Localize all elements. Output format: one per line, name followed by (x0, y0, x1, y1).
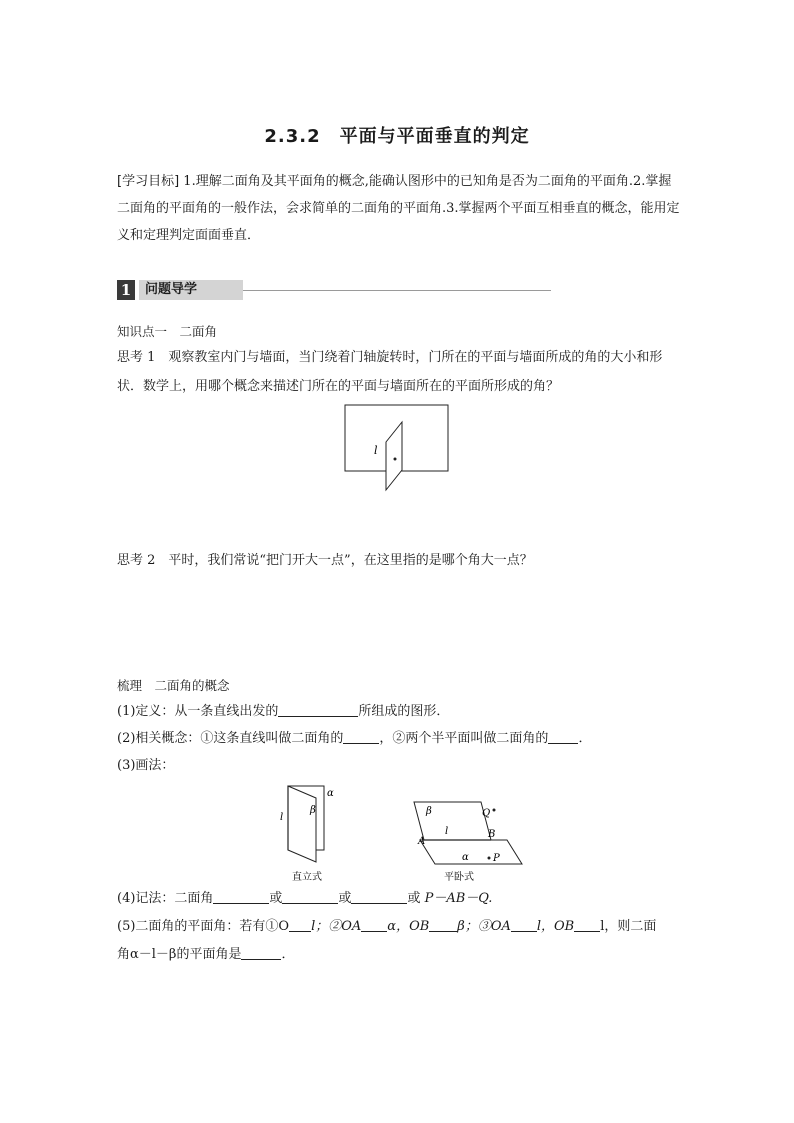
item-4-or-1: 或 (269, 891, 283, 906)
item-5-text-e: l，OB (536, 919, 575, 934)
item-concepts (117, 725, 680, 752)
flat-caption: 平卧式 (444, 872, 474, 883)
knowledge-point-heading: 知识点一 二面角 (117, 324, 218, 339)
blank-5c[interactable] (429, 917, 457, 932)
item-5-text-a: (5)二面角的平面角：若有①O (117, 919, 290, 934)
blank-5b[interactable] (361, 917, 387, 932)
blank-2a[interactable] (343, 729, 379, 744)
flat-label-Q: Q (482, 808, 491, 819)
item-2-text-b: ，②两个半平面叫做二面角的 (379, 731, 549, 746)
item-drawing: (3)画法： (117, 758, 175, 773)
item-5-text-d: β；③OA (457, 919, 511, 934)
item-4-or-2: 或 (338, 891, 352, 906)
item-5-text-c: α，OB (387, 919, 430, 934)
section-title: 问题导学 (139, 280, 243, 300)
section-divider (243, 290, 551, 291)
item-plane-angle (117, 913, 680, 969)
page-title: 2.3.2 平面与平面垂直的判定 (264, 126, 530, 147)
blank-4c[interactable] (351, 889, 407, 904)
learning-goals (117, 168, 680, 249)
blank-2b[interactable] (548, 729, 578, 744)
section-number: 1 (117, 280, 135, 300)
flat-dihedral-figure (412, 796, 532, 886)
blank-5e[interactable] (574, 917, 600, 932)
flat-label-l: l (445, 826, 449, 837)
item-definition (117, 698, 680, 725)
section-header (117, 280, 437, 300)
upright-caption: 直立式 (292, 872, 322, 883)
flat-label-P: P (493, 853, 500, 864)
summary-heading: 梳理 二面角的概念 (117, 678, 230, 693)
upright-label-beta: β (310, 805, 316, 816)
upright-dihedral-figure (272, 782, 344, 886)
item-4-end: P－AB－Q. (424, 891, 493, 906)
item-1-text-b: 所组成的图形． (358, 704, 450, 719)
door-knob (394, 458, 397, 461)
upright-label-alpha: α (327, 788, 334, 799)
blank-4a[interactable] (213, 889, 269, 904)
flat-point-P (488, 857, 491, 860)
blank-1[interactable] (278, 702, 358, 717)
flat-point-Q (493, 809, 496, 812)
door-label-l: l (374, 444, 378, 457)
item-notation (117, 885, 680, 912)
item-4-text-a: (4)记法：二面角 (117, 891, 214, 906)
upright-label-l: l (280, 812, 284, 823)
think-question-1: 思考 1 观察教室内门与墙面，当门绕着门轴旋转时，门所在的平面与墙面所成的角的大小和形状．数学上，用哪个概念来描述门所在的平面与墙面所在的平面所形成的角？ (117, 350, 663, 394)
blank-5a[interactable] (289, 917, 311, 932)
item-5-text-g: 角α－l－β的平面角是 (117, 947, 242, 962)
item-4-or-3: 或 (407, 891, 421, 906)
item-5-text-b: l；②OA (311, 919, 362, 934)
flat-label-beta: β (426, 806, 432, 817)
item-1-text-a: (1)定义：从一条直线出发的 (117, 704, 279, 719)
door-panel (386, 422, 402, 490)
flat-label-B: B (488, 829, 496, 840)
flat-label-alpha: α (462, 852, 469, 863)
blank-5f[interactable] (241, 945, 281, 960)
learning-goals-label: [学习目标] (117, 174, 180, 189)
item-2-text-a: (2)相关概念：①这条直线叫做二面角的 (117, 731, 344, 746)
think-question-2: 思考 2 平时，我们常说“把门开大一点”，在这里指的是哪个角大一点？ (117, 553, 533, 568)
door-wall-figure (340, 402, 452, 494)
learning-goals-text: 1.理解二面角及其平面角的概念,能确认图形中的已知角是否为二面角的平面角.2.掌握二面角的平面角的一般作法，会求简单的二面角的平面角.3.掌握两个平面互相垂直的概念，能用定义和定理判定面面垂直． (117, 174, 680, 243)
blank-5d[interactable] (511, 917, 537, 932)
item-5-text-f: l，则二面 (600, 919, 657, 934)
item-5-text-h: ． (281, 947, 295, 962)
flat-label-A: A (418, 836, 426, 847)
item-2-text-c: ． (578, 731, 592, 746)
blank-4b[interactable] (282, 889, 338, 904)
flat-plane-alpha (420, 840, 522, 864)
upright-plane-beta (288, 786, 316, 862)
